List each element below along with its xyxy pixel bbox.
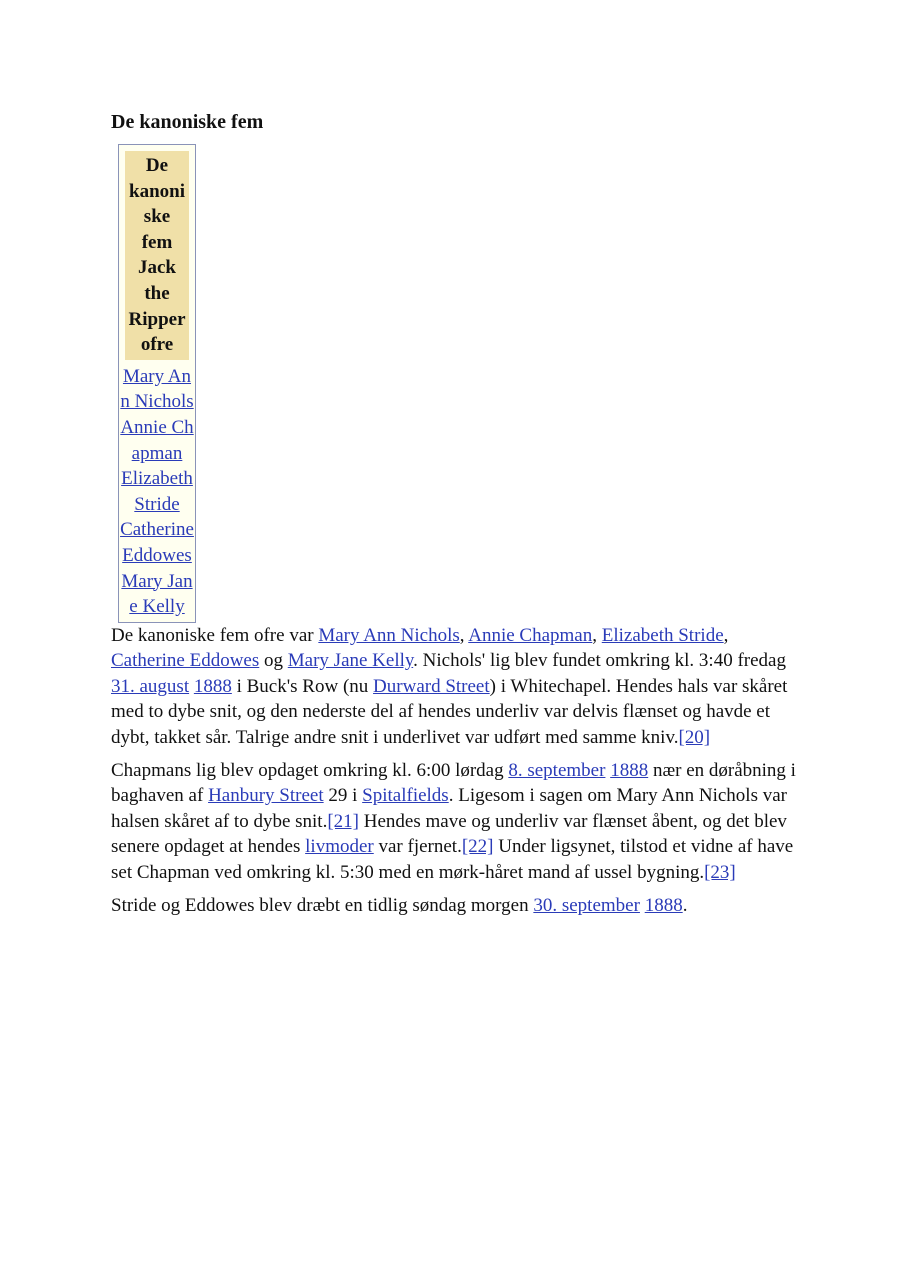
link-1888[interactable]: 1888 bbox=[610, 759, 649, 781]
text: , bbox=[459, 624, 469, 646]
text: var fjernet. bbox=[373, 836, 462, 858]
text: Hendes mave og underliv var flænset åbent, og det blev senere opdaget at hendes bbox=[111, 810, 787, 858]
text: , bbox=[592, 624, 602, 646]
link-elizabeth-stride[interactable]: Elizabeth Stride bbox=[601, 624, 724, 646]
link-durward-street[interactable]: Durward Street bbox=[373, 675, 490, 697]
paragraph-1 bbox=[111, 623, 801, 751]
text: , bbox=[723, 624, 729, 646]
link-31-august[interactable]: 31. august bbox=[111, 675, 190, 697]
link-mary-jane-kelly[interactable]: Mary Jane Kelly bbox=[287, 650, 414, 672]
reference-23[interactable]: [23] bbox=[704, 862, 736, 884]
link-catherine-eddowes[interactable]: Catherine Eddowes bbox=[111, 650, 260, 672]
infobox-title-line: the bbox=[144, 282, 170, 304]
link-mary-ann-nichols[interactable]: Mary Ann Nichols bbox=[318, 624, 460, 646]
paragraph-2 bbox=[111, 758, 801, 886]
text: Under ligsynet, tilstod et vidne af have set Chapman ved omkring kl. 5:30 med en mørk-håret mand af ussel bygning. bbox=[111, 836, 794, 884]
infobox-title-line: fem bbox=[141, 231, 173, 253]
text: Stride og Eddowes blev dræbt en tidlig søndag morgen bbox=[111, 894, 534, 916]
link-annie-chapman[interactable]: Annie Chapman bbox=[468, 624, 593, 646]
reference-20[interactable]: [20] bbox=[678, 727, 711, 749]
infobox-link-mary-jane-kelly[interactable]: Mary Jane Kelly bbox=[121, 570, 193, 618]
infobox-title-line: ske bbox=[143, 206, 171, 228]
reference-22[interactable]: [22] bbox=[461, 836, 494, 858]
reference-21[interactable]: [21] bbox=[327, 810, 359, 832]
infobox-title-line: De bbox=[145, 155, 169, 176]
text: De kanoniske fem ofre var bbox=[111, 624, 319, 646]
infobox-title bbox=[125, 151, 189, 360]
text: Chapmans lig blev opdaget omkring kl. 6:00 lørdag bbox=[111, 759, 509, 781]
text: i Buck's Row (nu bbox=[231, 675, 374, 697]
link-30-september[interactable]: 30. september bbox=[533, 894, 640, 916]
article-body bbox=[111, 623, 801, 919]
infobox-link-elizabeth-stride[interactable]: Elizabeth Stride bbox=[121, 468, 193, 515]
link-1888[interactable]: 1888 bbox=[193, 675, 232, 697]
infobox-title-line: Jack bbox=[138, 257, 176, 279]
infobox-link-annie-chapman[interactable]: Annie Chapman bbox=[120, 416, 194, 464]
text: . Nichols' lig blev fundet omkring kl. 3:40 fredag bbox=[413, 650, 786, 672]
text: . Ligesom i sagen om Mary Ann Nichols var halsen skåret af to dybe snit. bbox=[111, 785, 787, 832]
link-1888[interactable]: 1888 bbox=[644, 894, 683, 916]
infobox-title-line: Ripper bbox=[128, 308, 186, 330]
infobox bbox=[118, 144, 196, 623]
link-hanbury-street[interactable]: Hanbury Street bbox=[208, 785, 324, 807]
text: . bbox=[682, 894, 688, 916]
link-livmoder[interactable]: livmoder bbox=[305, 836, 374, 858]
link-8-september[interactable]: 8. september bbox=[508, 759, 606, 781]
infobox-link-catherine-eddowes[interactable]: Catherine Eddowes bbox=[120, 519, 194, 566]
infobox-title-line: kanoni bbox=[129, 180, 185, 202]
text: nær en døråbning i baghaven af bbox=[111, 759, 796, 807]
text: 29 i bbox=[323, 785, 363, 807]
text: ) i Whitechapel. Hendes hals var skåret med to dybe snit, og den nederste del af hendes underliv var delvis flænset og havde et dybt, takket sår. Talrige andre snit i underlivet var udført med samme kniv. bbox=[111, 675, 788, 749]
infobox-victim-list bbox=[119, 360, 195, 620]
section-heading: De kanoniske fem bbox=[111, 111, 264, 133]
infobox-title-line: ofre bbox=[140, 334, 174, 356]
link-spitalfields[interactable]: Spitalfields bbox=[362, 785, 449, 807]
infobox-link-mary-ann-nichols[interactable]: Mary Ann Nichols bbox=[120, 365, 194, 413]
text: og bbox=[259, 650, 288, 672]
paragraph-3 bbox=[111, 893, 801, 919]
